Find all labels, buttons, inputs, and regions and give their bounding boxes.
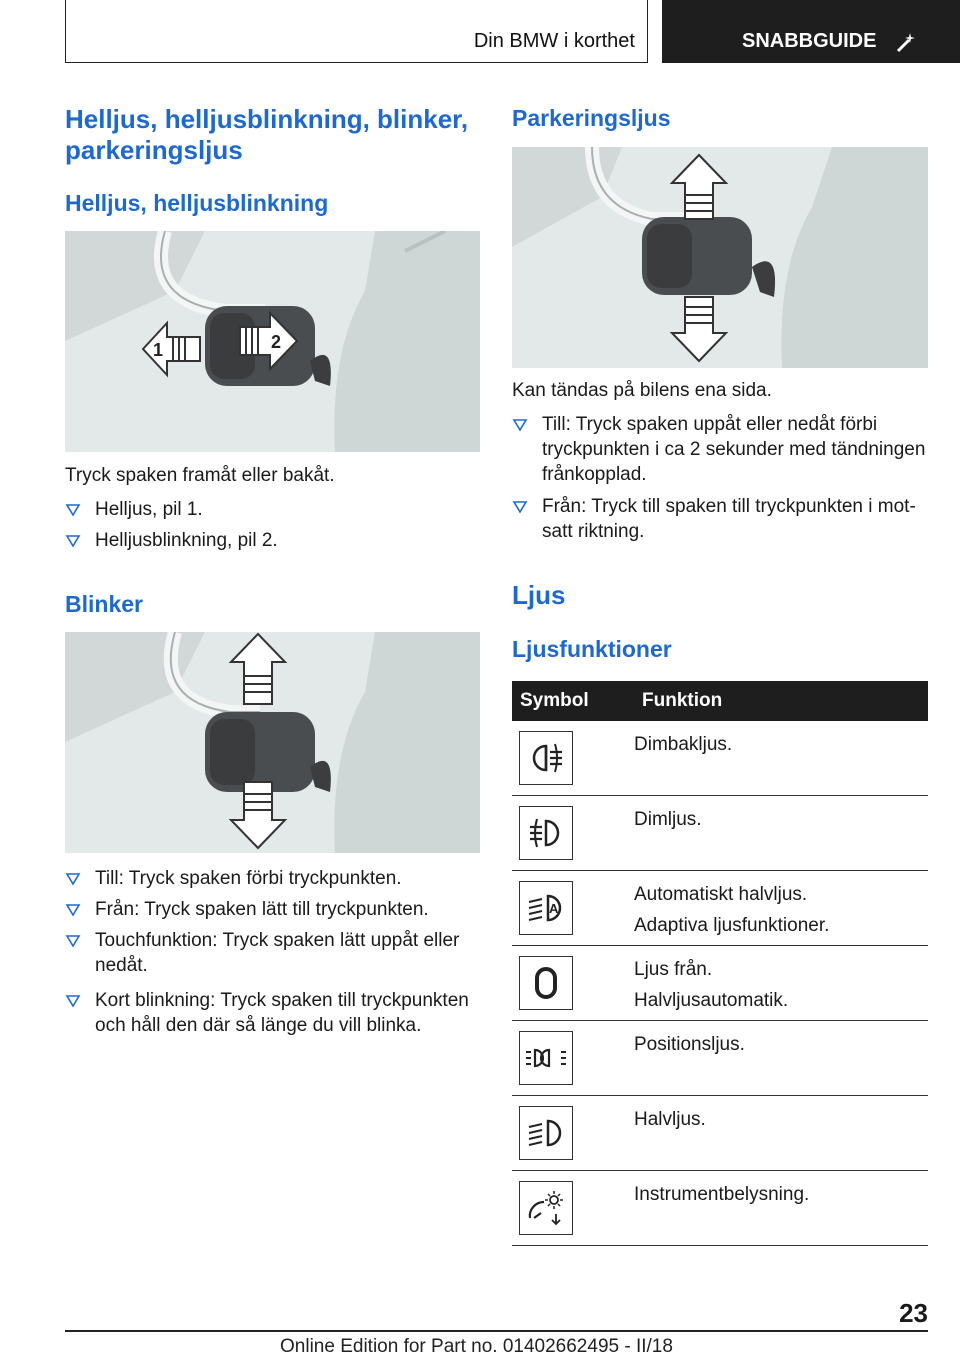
front-fog-light-icon	[524, 813, 568, 853]
function-text: Dimljus.	[634, 809, 702, 830]
function-text: Automatiskt halvljus.	[634, 884, 808, 905]
table-row	[512, 1096, 928, 1171]
parking-light-illustration	[512, 147, 928, 368]
high-beam-illustration	[65, 231, 480, 452]
table-row	[512, 871, 928, 946]
header-section-title: Din BMW i korthet	[473, 30, 635, 52]
parking-lights-icon	[524, 1038, 568, 1078]
function-text: Dimbakljus.	[634, 734, 733, 755]
header-section-box	[65, 0, 648, 63]
triangle-bullet-icon	[65, 932, 81, 948]
footer-edition: Online Edition for Part no. 01402662495 - II/18	[280, 1336, 673, 1357]
bullet-touch: Touchfunktion: Tryck spaken lätt uppåt eller nedåt.	[65, 928, 480, 978]
instrument-lighting-icon	[524, 1188, 568, 1228]
table-row	[512, 1021, 928, 1096]
bullet-flash: Helljusblinkning, pil 2.	[65, 528, 480, 553]
auto-low-beam-icon	[524, 888, 568, 928]
page-title: Helljus, helljusblinkning, blinker, parkeringsljus	[65, 104, 469, 165]
triangle-bullet-icon	[65, 532, 81, 548]
arrow-1-label: 1	[153, 340, 164, 360]
table-row	[512, 721, 928, 796]
high-beam-text: Tryck spaken framåt eller bakåt.	[65, 465, 335, 486]
function-text: Positionsljus.	[634, 1034, 745, 1055]
header-tab-label: SNABBGUIDE	[742, 30, 877, 52]
page-number: 23	[899, 1298, 928, 1328]
lights-off-icon	[524, 963, 568, 1003]
bullet-parking-off: Från: Tryck till spaken till tryckpunkten i motsatt riktning.	[512, 494, 928, 544]
bullet-short-blink: Kort blinkning: Tryck spaken till tryckpunkten och håll den där så länge du vill blinka.	[65, 988, 480, 1038]
function-subtext: Adaptiva ljusfunktioner.	[634, 915, 830, 936]
light-functions-table	[512, 681, 928, 1246]
table-row	[512, 946, 928, 1021]
bullet-indicator-on: Till: Tryck spaken förbi tryckpunkten.	[65, 866, 480, 891]
footer-divider	[65, 1330, 928, 1332]
triangle-bullet-icon	[512, 498, 528, 514]
table-header-row	[512, 681, 928, 721]
function-text: Instrumentbelysning.	[634, 1184, 810, 1205]
triangle-bullet-icon	[65, 992, 81, 1008]
function-subtext: Halvljusautomatik.	[634, 990, 789, 1011]
triangle-bullet-icon	[65, 501, 81, 517]
triangle-bullet-icon	[65, 901, 81, 917]
header-tab[interactable]	[662, 0, 960, 63]
bullet-parking-on: Till: Tryck spaken uppåt eller nedåt förbi tryckpunkten i ca 2 sekunder med tändningen frånkopplad.	[512, 412, 928, 487]
wand-icon	[895, 30, 919, 54]
col-symbol: Symbol	[512, 681, 634, 721]
bullet-indicator-off: Från: Tryck spaken lätt till tryckpunkten.	[65, 897, 480, 922]
section-heading-indicator: Blinker	[65, 591, 143, 617]
table-row	[512, 1171, 928, 1246]
section-heading-light-functions: Ljusfunktioner	[512, 636, 672, 662]
function-text: Ljus från.	[634, 959, 713, 980]
bullet-high-beam: Helljus, pil 1.	[65, 497, 480, 522]
parking-text: Kan tändas på bilens ena sida.	[512, 380, 772, 401]
triangle-bullet-icon	[512, 416, 528, 432]
indicator-illustration	[65, 632, 480, 853]
svg-text:A: A	[549, 901, 559, 916]
section-heading-parking: Parkeringsljus	[512, 105, 671, 131]
col-function: Funktion	[634, 681, 928, 721]
triangle-bullet-icon	[65, 870, 81, 886]
arrow-2-label: 2	[271, 332, 282, 352]
section-heading-high-beam: Helljus, helljusblinkning	[65, 190, 329, 216]
section-title-lights: Ljus	[512, 580, 566, 610]
function-text: Halvljus.	[634, 1109, 706, 1130]
table-row	[512, 796, 928, 871]
low-beam-icon	[524, 1113, 568, 1153]
rear-fog-light-icon	[524, 738, 568, 778]
